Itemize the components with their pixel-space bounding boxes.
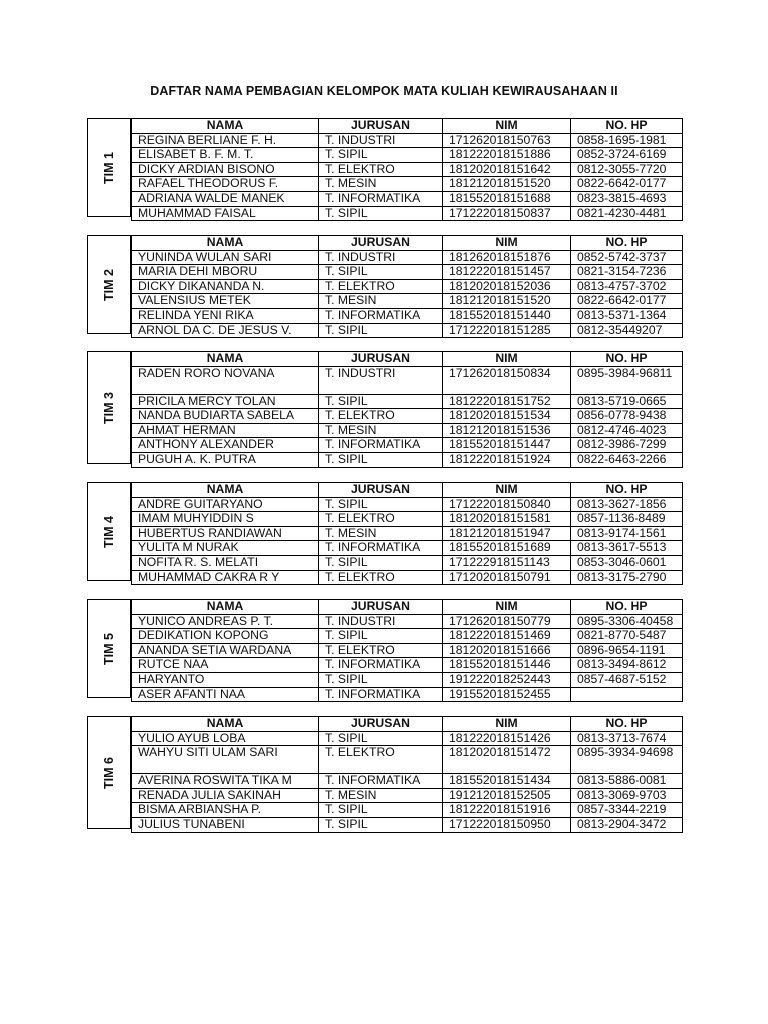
cell-nama: RENADA JULIA SAKINAH bbox=[132, 788, 319, 803]
cell-no-hp: 0813-3175-2790 bbox=[571, 570, 683, 585]
team-label-cell bbox=[87, 482, 131, 581]
cell-nim: 181552018151688 bbox=[443, 191, 571, 206]
table-row bbox=[132, 526, 683, 541]
cell-nim: 181552018151440 bbox=[443, 308, 571, 323]
cell-no-hp: 0822-6463-2266 bbox=[571, 452, 683, 467]
cell-nim: 181552018151446 bbox=[443, 658, 571, 673]
table-row bbox=[132, 614, 683, 629]
cell-jurusan: T. ELEKTRO bbox=[319, 746, 443, 774]
cell-jurusan: T. SIPIL bbox=[319, 452, 443, 467]
cell-no-hp: 0895-3306-40458 bbox=[571, 614, 683, 629]
team-table bbox=[131, 482, 683, 585]
table-row bbox=[132, 133, 683, 148]
header-nim: NIM bbox=[443, 600, 571, 615]
cell-jurusan: T. SIPIL bbox=[319, 629, 443, 644]
cell-jurusan: T. MESIN bbox=[319, 177, 443, 192]
team-label: TIM 5 bbox=[102, 632, 116, 665]
cell-jurusan: T. INFORMATIKA bbox=[319, 191, 443, 206]
cell-nim: 171202018150791 bbox=[443, 570, 571, 585]
table-row bbox=[132, 206, 683, 221]
cell-no-hp: 0895-3934-94698 bbox=[571, 746, 683, 774]
cell-nim: 181222018151457 bbox=[443, 265, 571, 280]
cell-no-hp: 0813-5886-0081 bbox=[571, 774, 683, 789]
cell-nama: AVERINA ROSWITA TIKA M bbox=[132, 774, 319, 789]
cell-no-hp: 0823-3815-4693 bbox=[571, 191, 683, 206]
cell-nim: 181222018151426 bbox=[443, 731, 571, 746]
cell-nim: 171222018150950 bbox=[443, 817, 571, 832]
cell-nama: ARNOL DA C. DE JESUS V. bbox=[132, 323, 319, 338]
table-row bbox=[132, 394, 683, 409]
cell-nama: HARYANTO bbox=[132, 672, 319, 687]
cell-nama: ANDRE GUITARYANO bbox=[132, 497, 319, 512]
cell-no-hp: 0822-6642-0177 bbox=[571, 294, 683, 309]
cell-no-hp: 0812-3986-7299 bbox=[571, 438, 683, 453]
team-label-cell bbox=[87, 351, 131, 464]
cell-nama: YUNINDA WULAN SARI bbox=[132, 250, 319, 265]
cell-nim: 181552018151689 bbox=[443, 541, 571, 556]
cell-nama: DEDIKATION KOPONG bbox=[132, 629, 319, 644]
table-row bbox=[132, 294, 683, 309]
team-block bbox=[87, 716, 682, 829]
cell-nama: DICKY ARDIAN BISONO bbox=[132, 162, 319, 177]
cell-nama: AHMAT HERMAN bbox=[132, 423, 319, 438]
cell-nim: 181202018151534 bbox=[443, 409, 571, 424]
cell-nim: 181212018151520 bbox=[443, 177, 571, 192]
cell-no-hp: 0853-3046-0601 bbox=[571, 555, 683, 570]
table-row bbox=[132, 746, 683, 774]
header-jurusan: JURUSAN bbox=[319, 717, 443, 732]
cell-no-hp: 0852-5742-3737 bbox=[571, 250, 683, 265]
cell-jurusan: T. SIPIL bbox=[319, 497, 443, 512]
header-nim: NIM bbox=[443, 236, 571, 251]
cell-nama: IMAM MUHYIDDIN S bbox=[132, 512, 319, 527]
header-nama: NAMA bbox=[132, 119, 319, 134]
team-block bbox=[87, 482, 682, 584]
cell-nama: ADRIANA WALDE MANEK bbox=[132, 191, 319, 206]
cell-no-hp: 0857-4687-5152 bbox=[571, 672, 683, 687]
cell-no-hp bbox=[571, 687, 683, 702]
cell-no-hp: 0821-8770-5487 bbox=[571, 629, 683, 644]
team-label-cell bbox=[87, 235, 131, 334]
cell-no-hp: 0821-3154-7236 bbox=[571, 265, 683, 280]
cell-jurusan: T. ELEKTRO bbox=[319, 162, 443, 177]
cell-nama: ELISABET B. F. M. T. bbox=[132, 148, 319, 163]
team-label: TIM 2 bbox=[102, 268, 116, 301]
table-row bbox=[132, 423, 683, 438]
table-row bbox=[132, 250, 683, 265]
table-row bbox=[132, 323, 683, 338]
cell-jurusan: T. ELEKTRO bbox=[319, 643, 443, 658]
table-row bbox=[132, 308, 683, 323]
table-header-row bbox=[132, 483, 683, 498]
table-row bbox=[132, 643, 683, 658]
document-title: DAFTAR NAMA PEMBAGIAN KELOMPOK MATA KULIAH KEWIRAUSAHAAN II bbox=[150, 84, 618, 98]
team-label: TIM 6 bbox=[102, 756, 116, 789]
cell-no-hp: 0813-3617-5513 bbox=[571, 541, 683, 556]
table-row bbox=[132, 177, 683, 192]
cell-nama: YULIO AYUB LOBA bbox=[132, 731, 319, 746]
cell-jurusan: T. SIPIL bbox=[319, 394, 443, 409]
team-block bbox=[87, 599, 682, 701]
cell-jurusan: T. SIPIL bbox=[319, 817, 443, 832]
cell-nim: 191222018252443 bbox=[443, 672, 571, 687]
cell-nim: 181212018151520 bbox=[443, 294, 571, 309]
cell-nama: RELINDA YENI RIKA bbox=[132, 308, 319, 323]
cell-jurusan: T. INDUSTRI bbox=[319, 133, 443, 148]
table-row bbox=[132, 803, 683, 818]
cell-no-hp: 0821-4230-4481 bbox=[571, 206, 683, 221]
header-nim: NIM bbox=[443, 717, 571, 732]
cell-nim: 171222018150840 bbox=[443, 497, 571, 512]
cell-nim: 181552018151434 bbox=[443, 774, 571, 789]
cell-nama: JULIUS TUNABENI bbox=[132, 817, 319, 832]
cell-jurusan: T. MESIN bbox=[319, 788, 443, 803]
table-row bbox=[132, 148, 683, 163]
cell-jurusan: T. INFORMATIKA bbox=[319, 308, 443, 323]
cell-no-hp: 0857-1136-8489 bbox=[571, 512, 683, 527]
team-label-cell bbox=[87, 716, 131, 829]
cell-jurusan: T. MESIN bbox=[319, 526, 443, 541]
cell-nama: YUNICO ANDREAS P. T. bbox=[132, 614, 319, 629]
table-row bbox=[132, 541, 683, 556]
table-row bbox=[132, 788, 683, 803]
header-jurusan: JURUSAN bbox=[319, 352, 443, 367]
cell-jurusan: T. SIPIL bbox=[319, 323, 443, 338]
header-nama: NAMA bbox=[132, 717, 319, 732]
table-row bbox=[132, 162, 683, 177]
cell-nama: MUHAMMAD FAISAL bbox=[132, 206, 319, 221]
cell-jurusan: T. SIPIL bbox=[319, 672, 443, 687]
cell-no-hp: 0813-3627-1856 bbox=[571, 497, 683, 512]
cell-jurusan: T. INFORMATIKA bbox=[319, 438, 443, 453]
cell-nim: 181202018151472 bbox=[443, 746, 571, 774]
header-nim: NIM bbox=[443, 352, 571, 367]
cell-no-hp: 0813-9174-1561 bbox=[571, 526, 683, 541]
cell-no-hp: 0858-1695-1981 bbox=[571, 133, 683, 148]
header-no-hp: NO. HP bbox=[571, 483, 683, 498]
cell-nama: NANDA BUDIARTA SABELA bbox=[132, 409, 319, 424]
cell-jurusan: T. INDUSTRI bbox=[319, 614, 443, 629]
cell-nama: WAHYU SITI ULAM SARI bbox=[132, 746, 319, 774]
cell-jurusan: T. SIPIL bbox=[319, 148, 443, 163]
cell-nama: ANTHONY ALEXANDER bbox=[132, 438, 319, 453]
table-row bbox=[132, 555, 683, 570]
cell-no-hp: 0813-5371-1364 bbox=[571, 308, 683, 323]
cell-nama: VALENSIUS METEK bbox=[132, 294, 319, 309]
table-row bbox=[132, 658, 683, 673]
header-nama: NAMA bbox=[132, 236, 319, 251]
table-row bbox=[132, 191, 683, 206]
cell-nim: 181202018151666 bbox=[443, 643, 571, 658]
team-block bbox=[87, 351, 682, 464]
header-jurusan: JURUSAN bbox=[319, 483, 443, 498]
cell-no-hp: 0813-4757-3702 bbox=[571, 279, 683, 294]
cell-no-hp: 0813-3494-8612 bbox=[571, 658, 683, 673]
cell-nama: MUHAMMAD CAKRA R Y bbox=[132, 570, 319, 585]
cell-no-hp: 0812-35449207 bbox=[571, 323, 683, 338]
table-row bbox=[132, 774, 683, 789]
cell-nim: 181222018151916 bbox=[443, 803, 571, 818]
cell-nim: 181222018151886 bbox=[443, 148, 571, 163]
team-block bbox=[87, 118, 682, 220]
cell-jurusan: T. ELEKTRO bbox=[319, 409, 443, 424]
cell-nama: RAFAEL THEODORUS F. bbox=[132, 177, 319, 192]
cell-nama: ASER AFANTI NAA bbox=[132, 687, 319, 702]
cell-no-hp: 0856-0778-9438 bbox=[571, 409, 683, 424]
cell-nama: REGINA BERLIANE F. H. bbox=[132, 133, 319, 148]
cell-nim: 181212018151947 bbox=[443, 526, 571, 541]
cell-jurusan: T. MESIN bbox=[319, 423, 443, 438]
cell-nim: 181202018151642 bbox=[443, 162, 571, 177]
team-block bbox=[87, 235, 682, 337]
cell-nim: 181222018151752 bbox=[443, 394, 571, 409]
cell-jurusan: T. INFORMATIKA bbox=[319, 774, 443, 789]
header-no-hp: NO. HP bbox=[571, 717, 683, 732]
header-jurusan: JURUSAN bbox=[319, 600, 443, 615]
cell-nim: 181202018151581 bbox=[443, 512, 571, 527]
cell-jurusan: T. INFORMATIKA bbox=[319, 541, 443, 556]
cell-nim: 181552018151447 bbox=[443, 438, 571, 453]
cell-jurusan: T. MESIN bbox=[319, 294, 443, 309]
cell-no-hp: 0812-4746-4023 bbox=[571, 423, 683, 438]
cell-no-hp: 0813-5719-0665 bbox=[571, 394, 683, 409]
team-label-cell bbox=[87, 599, 131, 698]
cell-nama: NOFITA R. S. MELATI bbox=[132, 555, 319, 570]
cell-nama: PUGUH A. K. PUTRA bbox=[132, 452, 319, 467]
cell-jurusan: T. SIPIL bbox=[319, 206, 443, 221]
team-table bbox=[131, 716, 683, 833]
table-row bbox=[132, 817, 683, 832]
cell-nim: 181222018151469 bbox=[443, 629, 571, 644]
cell-nim: 171222018151285 bbox=[443, 323, 571, 338]
table-row bbox=[132, 452, 683, 467]
cell-nama: DICKY DIKANANDA N. bbox=[132, 279, 319, 294]
cell-nama: ANANDA SETIA WARDANA bbox=[132, 643, 319, 658]
cell-nama: PRICILA MERCY TOLAN bbox=[132, 394, 319, 409]
table-row bbox=[132, 497, 683, 512]
cell-nim: 171262018150834 bbox=[443, 366, 571, 394]
cell-nim: 171222918151143 bbox=[443, 555, 571, 570]
table-header-row bbox=[132, 717, 683, 732]
cell-jurusan: T. SIPIL bbox=[319, 803, 443, 818]
cell-no-hp: 0813-3069-9703 bbox=[571, 788, 683, 803]
cell-no-hp: 0812-3055-7720 bbox=[571, 162, 683, 177]
cell-jurusan: T. INDUSTRI bbox=[319, 250, 443, 265]
header-nim: NIM bbox=[443, 483, 571, 498]
table-row bbox=[132, 672, 683, 687]
cell-jurusan: T. SIPIL bbox=[319, 555, 443, 570]
cell-nim: 171262018150763 bbox=[443, 133, 571, 148]
table-row bbox=[132, 512, 683, 527]
cell-jurusan: T. INDUSTRI bbox=[319, 366, 443, 394]
cell-nama: RUTCE NAA bbox=[132, 658, 319, 673]
header-no-hp: NO. HP bbox=[571, 236, 683, 251]
table-row bbox=[132, 438, 683, 453]
table-row bbox=[132, 265, 683, 280]
header-nim: NIM bbox=[443, 119, 571, 134]
header-jurusan: JURUSAN bbox=[319, 236, 443, 251]
cell-nim: 171262018150779 bbox=[443, 614, 571, 629]
header-no-hp: NO. HP bbox=[571, 600, 683, 615]
cell-jurusan: T. INFORMATIKA bbox=[319, 687, 443, 702]
header-no-hp: NO. HP bbox=[571, 352, 683, 367]
header-nama: NAMA bbox=[132, 483, 319, 498]
team-table bbox=[131, 235, 683, 338]
cell-nim: 181202018152036 bbox=[443, 279, 571, 294]
table-header-row bbox=[132, 119, 683, 134]
team-table bbox=[131, 351, 683, 468]
cell-no-hp: 0813-2904-3472 bbox=[571, 817, 683, 832]
cell-no-hp: 0857-3344-2219 bbox=[571, 803, 683, 818]
table-row bbox=[132, 687, 683, 702]
table-row bbox=[132, 279, 683, 294]
cell-no-hp: 0895-3984-96811 bbox=[571, 366, 683, 394]
team-label: TIM 3 bbox=[102, 391, 116, 424]
table-row bbox=[132, 731, 683, 746]
header-no-hp: NO. HP bbox=[571, 119, 683, 134]
cell-jurusan: T. INFORMATIKA bbox=[319, 658, 443, 673]
cell-nim: 181212018151536 bbox=[443, 423, 571, 438]
team-table bbox=[131, 118, 683, 221]
table-row bbox=[132, 570, 683, 585]
cell-nim: 181222018151924 bbox=[443, 452, 571, 467]
cell-nim: 171222018150837 bbox=[443, 206, 571, 221]
cell-no-hp: 0822-6642-0177 bbox=[571, 177, 683, 192]
team-label: TIM 1 bbox=[102, 151, 116, 184]
table-row bbox=[132, 366, 683, 394]
cell-no-hp: 0896-9654-1191 bbox=[571, 643, 683, 658]
cell-no-hp: 0852-3724-6169 bbox=[571, 148, 683, 163]
cell-nim: 191212018152505 bbox=[443, 788, 571, 803]
header-nama: NAMA bbox=[132, 352, 319, 367]
table-row bbox=[132, 629, 683, 644]
table-header-row bbox=[132, 600, 683, 615]
team-label-cell bbox=[87, 118, 131, 217]
cell-jurusan: T. SIPIL bbox=[319, 731, 443, 746]
cell-nim: 191552018152455 bbox=[443, 687, 571, 702]
cell-jurusan: T. ELEKTRO bbox=[319, 512, 443, 527]
header-nama: NAMA bbox=[132, 600, 319, 615]
team-label: TIM 4 bbox=[102, 515, 116, 548]
cell-no-hp: 0813-3713-7674 bbox=[571, 731, 683, 746]
table-header-row bbox=[132, 352, 683, 367]
cell-nama: MARIA DEHI MBORU bbox=[132, 265, 319, 280]
header-jurusan: JURUSAN bbox=[319, 119, 443, 134]
table-row bbox=[132, 409, 683, 424]
cell-nama: BISMA ARBIANSHA P. bbox=[132, 803, 319, 818]
cell-jurusan: T. SIPIL bbox=[319, 265, 443, 280]
team-table bbox=[131, 599, 683, 702]
cell-jurusan: T. ELEKTRO bbox=[319, 570, 443, 585]
cell-nama: YULITA M NURAK bbox=[132, 541, 319, 556]
cell-jurusan: T. ELEKTRO bbox=[319, 279, 443, 294]
table-header-row bbox=[132, 236, 683, 251]
cell-nama: RADEN RORO NOVANA bbox=[132, 366, 319, 394]
cell-nim: 181262018151876 bbox=[443, 250, 571, 265]
cell-nama: HUBERTUS RANDIAWAN bbox=[132, 526, 319, 541]
